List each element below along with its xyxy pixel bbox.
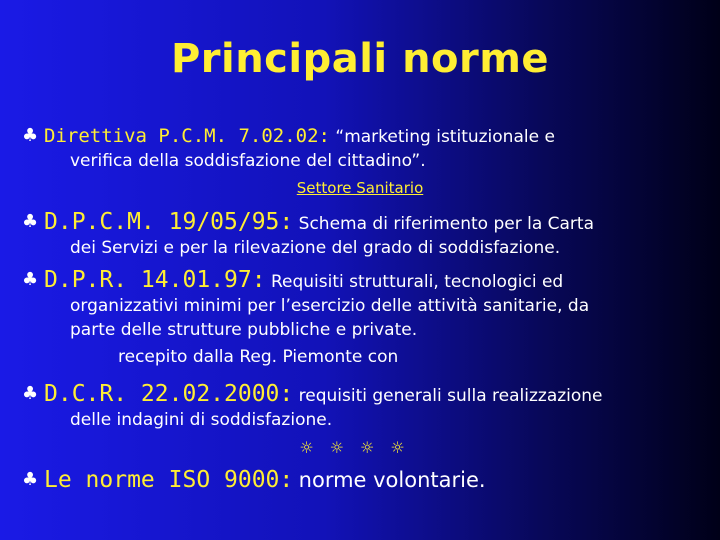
list-item <box>22 267 684 342</box>
item-text-cont: delle indagini di soddisfazione. <box>70 410 333 430</box>
recepito-text: recepito dalla Reg. Piemonte con <box>118 347 399 367</box>
item-text: “marketing istituzionale e <box>335 127 555 147</box>
item-lead: Le norme ISO 9000: <box>44 467 294 493</box>
bullet-icon: ♣ <box>22 383 39 404</box>
list-item <box>22 209 684 260</box>
item-text: requisiti generali sulla realizzazione <box>298 386 603 406</box>
settore-label: Settore Sanitario <box>296 179 424 197</box>
item-lead: D.P.R. 14.01.97: <box>44 267 266 293</box>
bullet-icon: ♣ <box>22 125 39 146</box>
item-lead: Direttiva P.C.M. 7.02.02: <box>44 125 330 147</box>
item-text: Schema di riferimento per la Carta <box>298 214 595 234</box>
item-text-cont: parte delle strutture pubbliche e private. <box>70 320 418 340</box>
item-text-cont: dei Servizi e per la rilevazione del grado di soddisfazione. <box>70 238 561 258</box>
item-text-cont: verifica della soddisfazione del cittadino”. <box>70 151 426 171</box>
item-lead: D.P.C.M. 19/05/95: <box>44 209 294 235</box>
list-item <box>22 124 684 173</box>
item-lead: D.C.R. 22.02.2000: <box>44 381 294 407</box>
item-text: Requisiti strutturali, tecnologici ed <box>270 272 564 292</box>
slide-title: Principali norme <box>170 36 550 82</box>
item-text-cont: organizzativi minimi per l’esercizio delle attività sanitarie, da <box>70 296 590 316</box>
bullet-icon: ♣ <box>22 469 39 490</box>
list-item <box>22 381 684 432</box>
list-item <box>22 467 684 494</box>
bullet-icon: ♣ <box>22 269 39 290</box>
item-text: norme volontarie. <box>298 468 486 492</box>
separator-icons: ☼☼☼☼ <box>299 438 421 457</box>
bullet-icon: ♣ <box>22 211 39 232</box>
